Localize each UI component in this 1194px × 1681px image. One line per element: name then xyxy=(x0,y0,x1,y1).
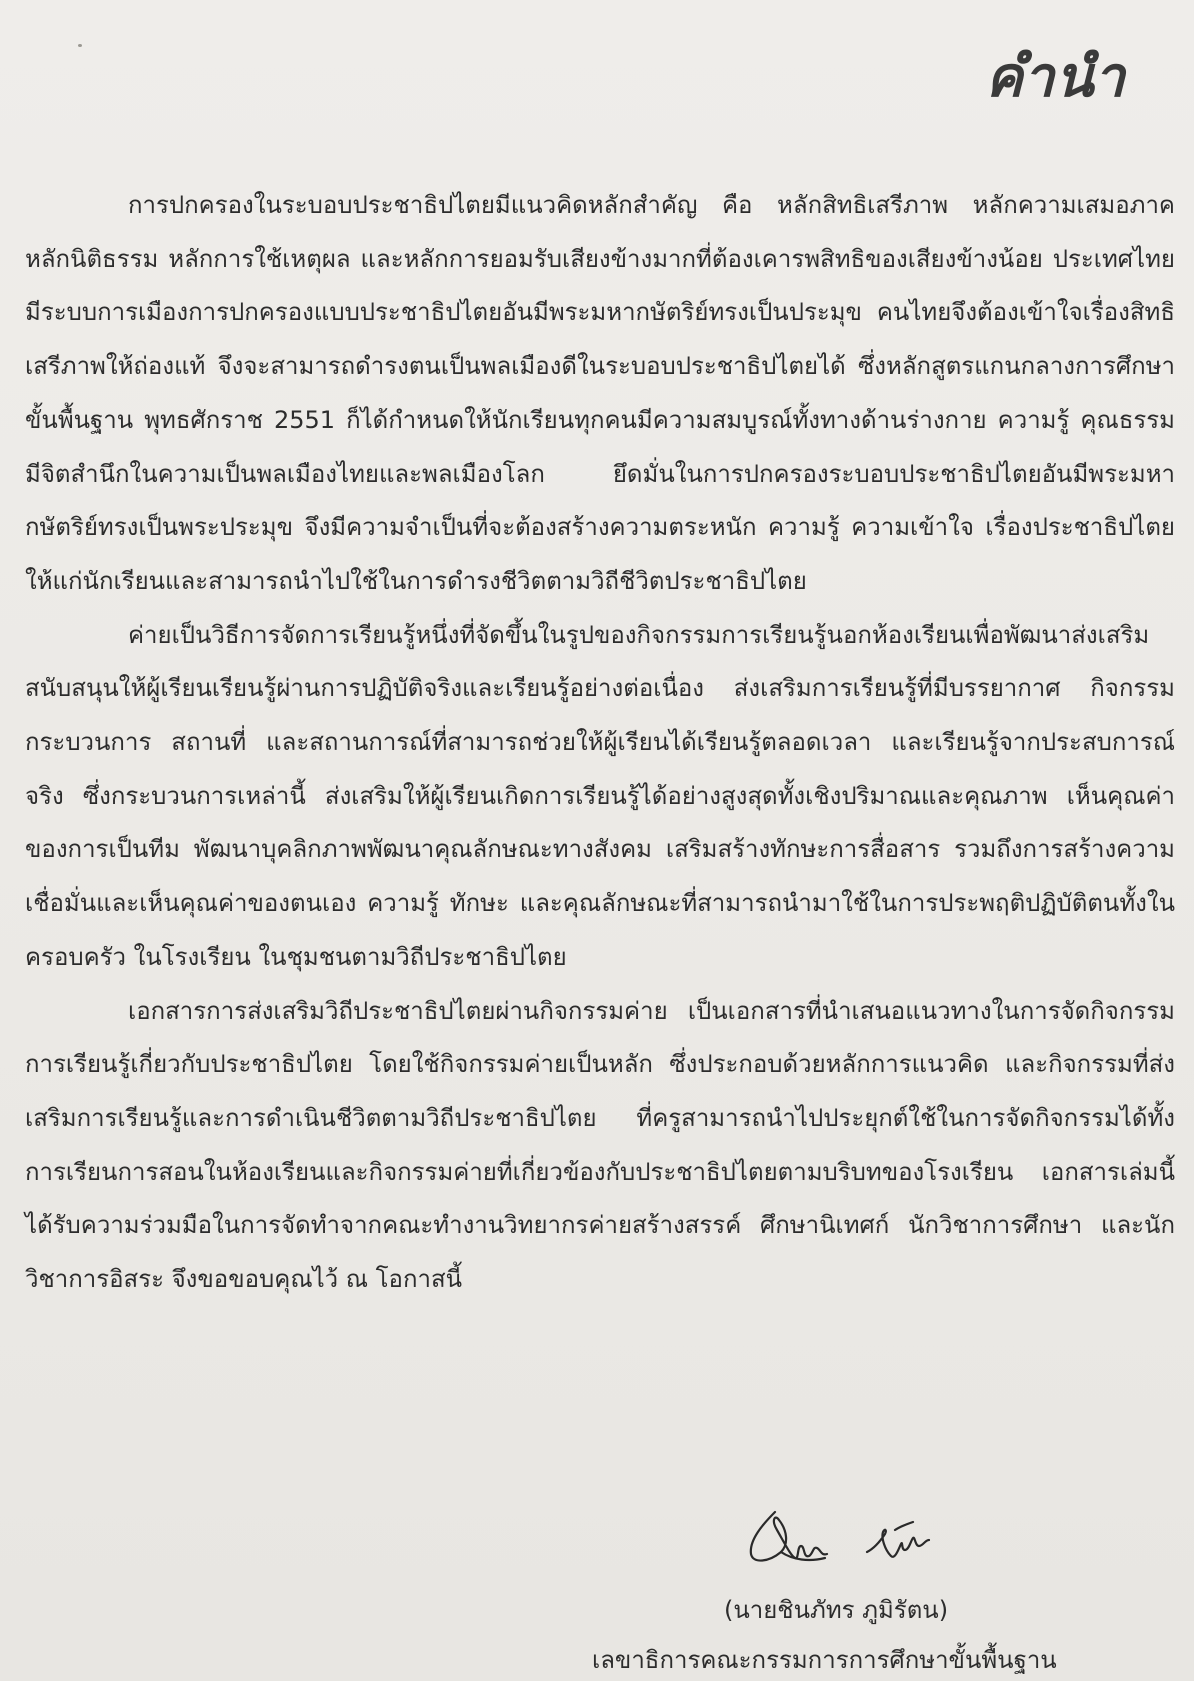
paragraph-2: ค่ายเป็นวิธีการจัดการเรียนรู้หนึ่งที่จัดขึ้นในรูปของกิจกรรมการเรียนรู้นอกห้องเรียนเพื่อพัฒนาส่งเสริมสนับสนุนให้ผู้เรียนเรียนรู้ผ่านการปฏิบัติจริงและเรียนรู้อย่างต่อเนื่อง ส่งเสริมการเรียนรู้ที่มีบรรยากาศ กิจกรรม กระบวนการ สถานที่ และสถานการณ์ที่สามารถช่วยให้ผู้เรียนได้เรียนรู้ตลอดเวลา และเรียนรู้จากประสบการณ์จริง ซึ่งกระบวนการเหล่านี้ ส่งเสริมให้ผู้เรียนเกิดการเรียนรู้ได้อย่างสูงสุดทั้งเชิงปริมาณและคุณภาพ เห็นคุณค่าของการเป็นทีม พัฒนาบุคลิกภาพพัฒนาคุณลักษณะทางสังคม เสริมสร้างทักษะการสื่อสาร รวมถึงการสร้างความเชื่อมั่นและเห็นคุณค่าของตนเอง ความรู้ ทักษะ และคุณลักษณะที่สามารถนำมาใช้ในการประพฤติปฏิบัติตนทั้งในครอบครัว ในโรงเรียน ในชุมชนตามวิถีประชาธิปไตย xyxy=(25,620,1175,971)
handwritten-signature-icon xyxy=(735,1490,1005,1580)
body-text xyxy=(25,179,1175,1307)
page-title: คำนำ xyxy=(985,45,1126,110)
signatory-position: เลขาธิการคณะกรรมการการศึกษาขั้นพื้นฐาน xyxy=(592,1646,1057,1674)
paragraph-1: การปกครองในระบอบประชาธิปไตยมีแนวคิดหลักสำคัญ คือ หลักสิทธิเสรีภาพ หลักความเสมอภาค หลักนิติธรรม หลักการใช้เหตุผล และหลักการยอมรับเสียงข้างมากที่ต้องเคารพสิทธิของเสียงข้างน้อย ประเทศไทยมีระบบการเมืองการปกครองแบบประชาธิปไตยอันมีพระมหากษัตริย์ทรงเป็นประมุข คนไทยจึงต้องเข้าใจเรื่องสิทธิเสรีภาพให้ถ่องแท้ จึงจะสามารถดำรงตนเป็นพลเมืองดีในระบอบประชาธิปไตยได้ ซึ่งหลักสูตรแกนกลางการศึกษาขั้นพื้นฐาน พุทธศักราช 2551 ก็ได้กำหนดให้นักเรียนทุกคนมีความสมบูรณ์ทั้งทางด้านร่างกาย ความรู้ คุณธรรม มีจิตสำนึกในความเป็นพลเมืองไทยและพลเมืองโลก ยึดมั่นในการปกครองระบอบประชาธิปไตยอันมีพระมหากษัตริย์ทรงเป็นพระประมุข จึงมีความจำเป็นที่จะต้องสร้างความตระหนัก ความรู้ ความเข้าใจ เรื่องประชาธิปไตยให้แก่นักเรียนและสามารถนำไปใช้ในการดำรงชีวิตตามวิถีชีวิตประชาธิปไตย xyxy=(25,191,1175,595)
paragraph-3: เอกสารการส่งเสริมวิถีประชาธิปไตยผ่านกิจกรรมค่าย เป็นเอกสารที่นำเสนอแนวทางในการจัดกิจกรรมการเรียนรู้เกี่ยวกับประชาธิปไตย โดยใช้กิจกรรมค่ายเป็นหลัก ซึ่งประกอบด้วยหลักการแนวคิด และกิจกรรมที่ส่งเสริมการเรียนรู้และการดำเนินชีวิตตามวิถีประชาธิปไตย ที่ครูสามารถนำไปประยุกต์ใช้ในการจัดกิจกรรมได้ทั้งการเรียนการสอนในห้องเรียนและกิจกรรมค่ายที่เกี่ยวข้องกับประชาธิปไตยตามบริบทของโรงเรียน เอกสารเล่มนี้ได้รับความร่วมมือในการจัดทำจากคณะทำงานวิทยากรค่ายสร้างสรรค์ ศึกษานิเทศก์ นักวิชาการศึกษา และนักวิชาการอิสระ จึงขอขอบคุณไว้ ณ โอกาสนี้ xyxy=(25,996,1175,1294)
scan-speck xyxy=(78,44,82,47)
signatory-name: (นายชินภัทร ภูมิรัตน) xyxy=(724,1596,949,1624)
